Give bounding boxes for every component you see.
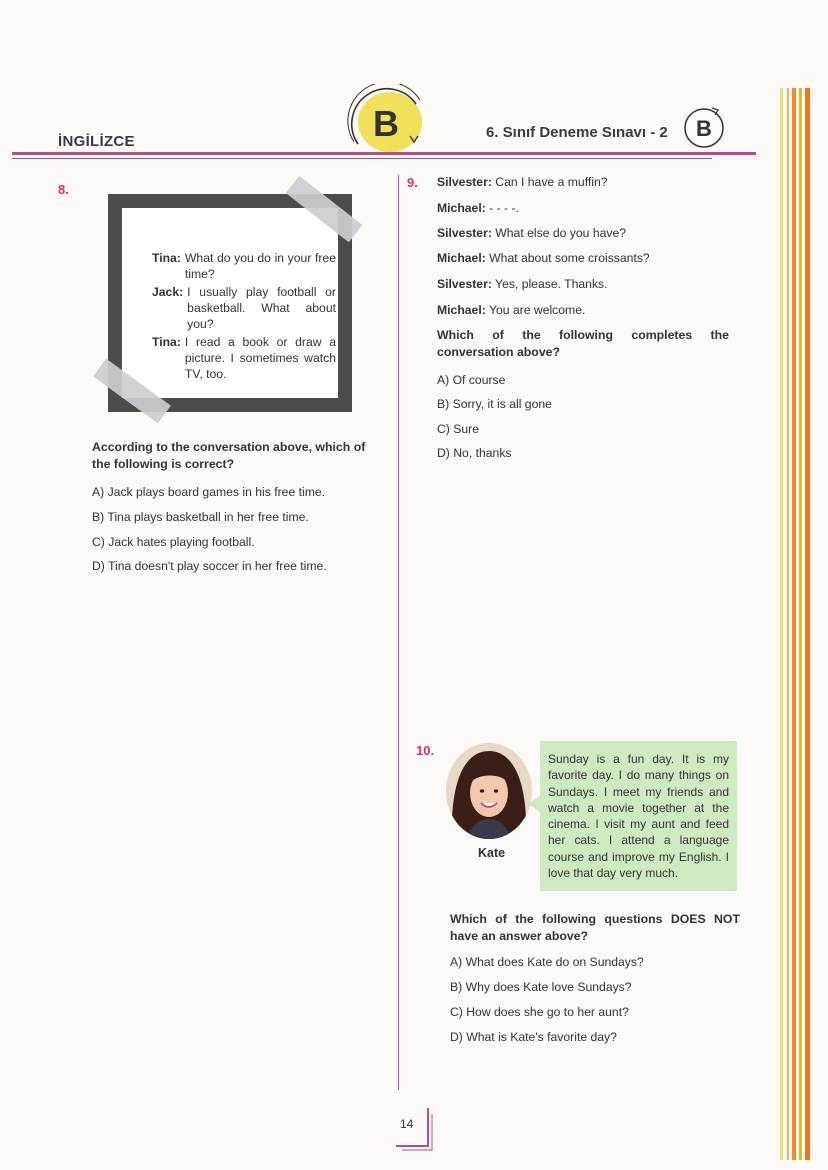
- speech-bubble-tail: [528, 796, 540, 812]
- dialogue-line: [152, 334, 336, 382]
- question-8-option-d[interactable]: D) Tina doesn't play soccer in her free time.: [92, 559, 327, 573]
- speech-text: Sunday is a fun day. It is my favorite day. I do many things on Sundays. I meet my friends and watch a movie together at the cinema. I visit my aunt and feed her cats. I attend a language course and improve my English. I love that day very much.: [548, 752, 729, 881]
- dialogue-line: [437, 251, 650, 265]
- speaker-label: Jack:: [152, 285, 184, 299]
- dialogue-line: [152, 284, 336, 332]
- speaker-label: Michael:: [437, 303, 486, 317]
- question-8-number: 8.: [58, 182, 69, 197]
- dialogue-card: [122, 208, 338, 398]
- speaker-label: Silvester:: [437, 277, 492, 291]
- dialogue-blank: - - - -.: [489, 201, 519, 215]
- dialogue-line: [437, 226, 626, 240]
- dialogue-text: I read a book or draw a picture. I sometimes watch TV, too.: [184, 335, 336, 381]
- question-10-number: 10.: [416, 743, 435, 758]
- dialogue-text: Can I have a muffin?: [495, 175, 608, 189]
- dialogue-text: What do you do in your free time?: [184, 251, 336, 281]
- question-8-stem: According to the conversation above, which of the following is correct?: [92, 440, 366, 471]
- exam-title: 6. Sınıf Deneme Sınavı - 2: [486, 124, 668, 141]
- column-divider: [398, 175, 399, 1090]
- header-rule-thin: [12, 158, 712, 159]
- question-8-option-a[interactable]: A) Jack plays board games in his free time.: [92, 485, 326, 499]
- speaker-label: Michael:: [437, 201, 486, 215]
- subject-title: İNGİLİZCE: [58, 133, 135, 150]
- question-10-option-c[interactable]: C) How does she go to her aunt?: [450, 1005, 629, 1019]
- question-8-option-c[interactable]: C) Jack hates playing football.: [92, 535, 255, 549]
- speaker-label: Silvester:: [437, 175, 492, 189]
- question-8-dialogue-frame: [108, 194, 352, 412]
- speaker-label: Silvester:: [437, 226, 492, 240]
- decorative-stripes: [780, 88, 810, 1160]
- dialogue-text: I usually play football or basketball. What about you?: [187, 285, 336, 331]
- question-9-option-c[interactable]: C) Sure: [437, 422, 479, 436]
- question-9-number: 9.: [407, 175, 418, 190]
- dialogue-text: You are welcome.: [488, 303, 586, 317]
- dialogue-line: [437, 175, 608, 189]
- page-number: 14: [400, 1117, 414, 1131]
- question-10-stem: Which of the following questions DOES NOT have an answer above?: [450, 912, 740, 943]
- booklet-b-logo: [340, 84, 432, 156]
- stripe: [799, 88, 802, 1160]
- small-logo-letter: B: [696, 116, 712, 141]
- stripe: [805, 88, 810, 1160]
- dialogue-line: [437, 303, 585, 317]
- question-9-option-b[interactable]: B) Sorry, it is all gone: [437, 397, 552, 411]
- header-rule: [12, 152, 756, 155]
- logo-letter: B: [373, 103, 399, 144]
- question-9-option-d[interactable]: D) No, thanks: [437, 446, 512, 460]
- kate-name: Kate: [478, 846, 506, 860]
- kate-speech-bubble: [540, 741, 737, 891]
- question-8-dialogue: [152, 250, 336, 384]
- speaker-label: Michael:: [437, 251, 486, 265]
- stripe: [792, 88, 796, 1160]
- dialogue-line: [437, 201, 519, 215]
- stripe: [787, 88, 789, 1160]
- girl-portrait-icon: [446, 743, 532, 839]
- dialogue-line: [152, 250, 336, 282]
- dialogue-text: What else do you have?: [495, 226, 627, 240]
- question-9-option-a[interactable]: A) Of course: [437, 373, 506, 387]
- question-10-option-d[interactable]: D) What is Kate's favorite day?: [450, 1030, 617, 1044]
- booklet-b-small-logo: [678, 104, 730, 150]
- question-8-option-b[interactable]: B) Tina plays basketball in her free time.: [92, 510, 309, 524]
- speaker-label: Tina:: [152, 251, 181, 265]
- speaker-label: Tina:: [152, 335, 181, 349]
- question-10-option-b[interactable]: B) Why does Kate love Sundays?: [450, 980, 632, 994]
- question-9-stem: Which of the following completes the conversation above?: [437, 328, 729, 359]
- dialogue-text: Yes, please. Thanks.: [495, 277, 608, 291]
- stripe: [780, 88, 783, 1160]
- page-number-bracket: [388, 1104, 444, 1154]
- kate-avatar: [446, 743, 532, 839]
- dialogue-line: [437, 277, 608, 291]
- question-10-option-a[interactable]: A) What does Kate do on Sundays?: [450, 955, 644, 969]
- dialogue-text: What about some croissants?: [489, 251, 650, 265]
